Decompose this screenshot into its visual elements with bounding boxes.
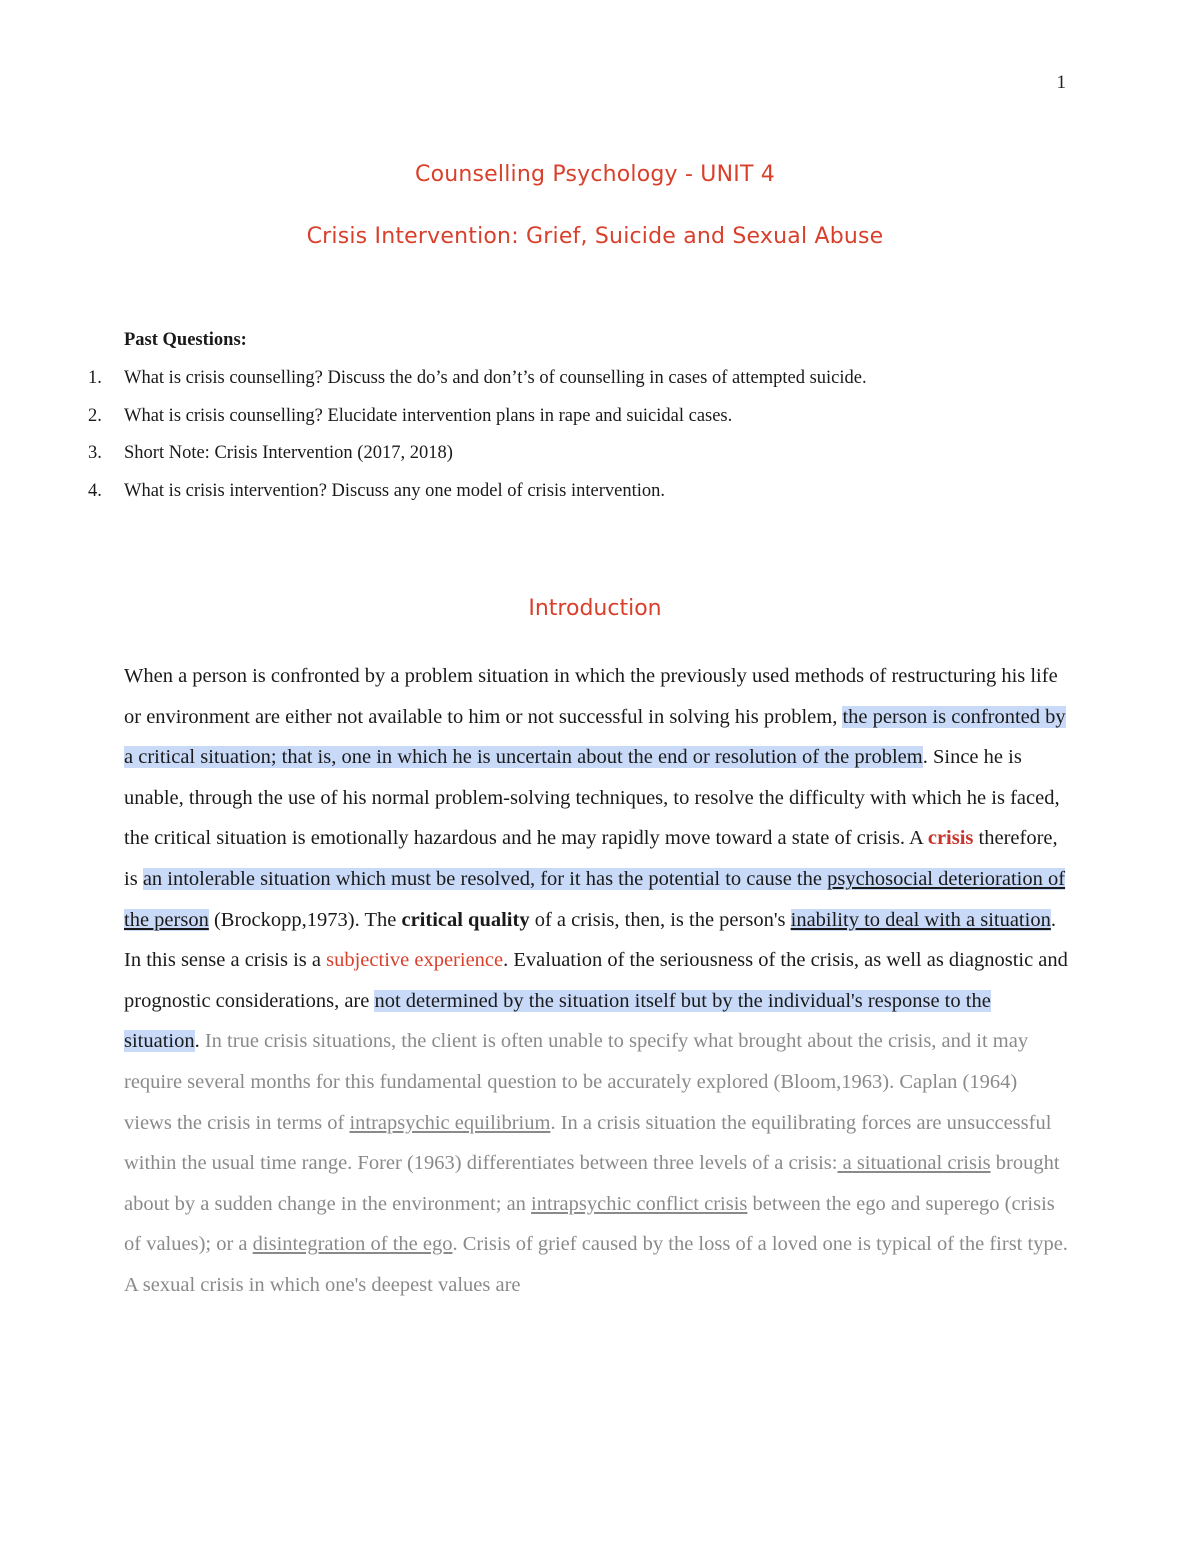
- gray-underlined-text: intrapsychic conflict crisis: [531, 1192, 748, 1215]
- page-number: 1: [1056, 72, 1066, 93]
- bold-text: critical quality: [401, 908, 530, 931]
- gray-text-run: . In a crisis situation the equilibrating forces are unsuccessful within the usual time range. Forer (1963) differentiates between three levels of a crisis:: [124, 1111, 1052, 1175]
- text-run: .: [194, 1030, 205, 1053]
- question-number: 3.: [88, 443, 102, 463]
- highlighted-text: not determined by the situation itself but by the individual's response to the situation: [124, 989, 991, 1053]
- text-run: . In this sense a crisis is a: [124, 908, 1056, 972]
- question-text: What is crisis intervention? Discuss any one model of crisis intervention.: [124, 480, 666, 501]
- introduction-heading: Introduction: [528, 596, 662, 621]
- highlighted-text: the person is confronted by a critical situation; that is, one in which he is uncertain about the end or resolution of the problem: [124, 705, 1066, 769]
- question-text: What is crisis counselling? Elucidate intervention plans in rape and suicidal cases.: [124, 405, 733, 426]
- crisis-keyword: crisis: [927, 827, 974, 850]
- text-run: When a person is confronted by a problem situation in which the previously used methods of restructuring his life or environment are either not available to him or not successful in solving his problem,: [124, 665, 1058, 728]
- text-run: of a crisis, then, is the person's: [529, 908, 791, 931]
- text-run: . Since he is unable, through the use of his normal problem-solving techniques, to resolve the difficulty with which he is faced, the critical situation is emotionally hazardous and he may rapidly move toward a state of crisis. A: [124, 746, 1060, 850]
- gray-text-run: . Crisis of grief caused by the loss of a loved one is typical of the first type. A sexual crisis in which one's deepest values are: [124, 1233, 1068, 1296]
- highlighted-text: an intolerable situation which must be resolved, for it has the potential to cause the: [142, 867, 828, 890]
- question-text: What is crisis counselling? Discuss the do’s and don’t’s of counselling in cases of attempted suicide.: [124, 368, 867, 388]
- question-number: 2.: [88, 405, 102, 426]
- question-number: 4.: [88, 480, 102, 501]
- gray-underlined-text: intrapsychic equilibrium: [349, 1111, 551, 1134]
- highlighted-underlined-text: psychosocial deterioration of the person: [124, 867, 1066, 931]
- gray-text-run: between the ego and superego (crisis of values); or a: [124, 1192, 1055, 1256]
- highlighted-underlined-text: inability to deal with a situation: [790, 908, 1051, 931]
- past-questions-label: Past Questions:: [124, 330, 247, 350]
- introduction-paragraph: [124, 656, 1068, 1306]
- question-text: Short Note: Crisis Intervention (2017, 2018): [124, 443, 453, 463]
- gray-underlined-text: disintegration of the ego: [252, 1233, 453, 1256]
- gray-text-run: In true crisis situations, the client is often unable to specify what brought about the crisis, and it may require several months for this fundamental question to be accurately explored (Bloom,1963). Caplan (1964) views the crisis in terms of: [124, 1030, 1029, 1134]
- document-subtitle: Crisis Intervention: Grief, Suicide and Sexual Abuse: [306, 224, 884, 249]
- document-title: Counselling Psychology - UNIT 4: [415, 162, 775, 187]
- question-number: 1.: [88, 368, 102, 388]
- red-text: subjective experience: [326, 949, 504, 972]
- text-run: . Evaluation of the seriousness of the crisis, as well as diagnostic and prognostic considerations, are: [124, 949, 1068, 1012]
- text-run: (Brockopp,1973). The: [208, 908, 402, 931]
- gray-text-run: brought about by a sudden change in the environment; an: [124, 1152, 1060, 1215]
- gray-underlined-text: a situational crisis: [837, 1152, 991, 1175]
- text-run: therefore, is: [124, 827, 1058, 890]
